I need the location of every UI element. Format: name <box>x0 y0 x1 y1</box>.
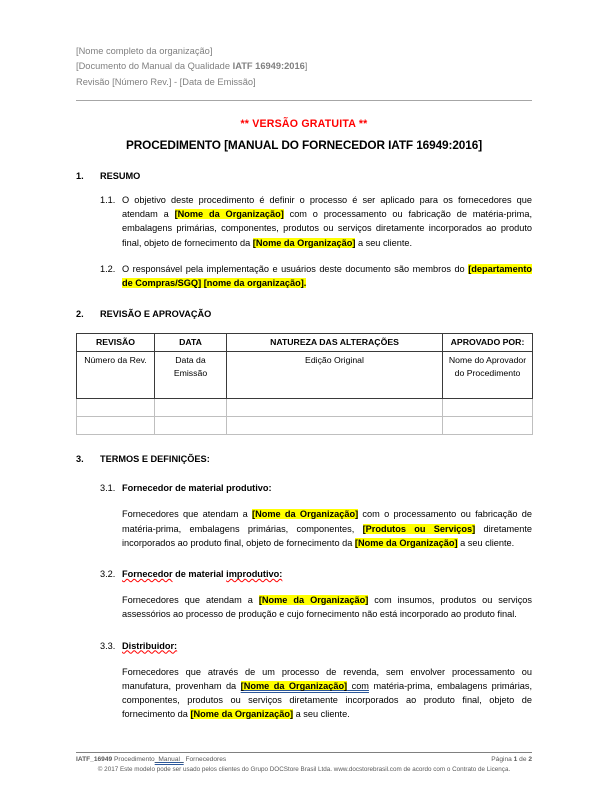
cell-aprovado-por <box>443 399 533 417</box>
column-header-data: DATA <box>155 334 227 352</box>
clause-1-2-text-a: O responsável pela implementação e usuários deste documento são membros do <box>122 263 469 274</box>
placeholder-organization-name: [Nome da Organização] <box>354 537 458 548</box>
page-title: PROCEDIMENTO [MANUAL DO FORNECEDOR IATF 16949:2016] <box>125 137 483 152</box>
clause-1-1-text-c: a seu cliente. <box>355 237 413 248</box>
column-header-revisao: REVISÃO <box>77 334 155 352</box>
footer-main-line <box>76 755 532 764</box>
section-3-heading <box>76 454 532 464</box>
column-header-aprovado-por: APROVADO POR: <box>443 334 533 352</box>
clause-1-2 <box>76 262 532 290</box>
footer-copyright: © 2017 Este modelo pode ser usado pelos clientes do Grupo DOCStore Brasil Ltda. www.docstorebrasil.com de acordo com o Contrato de Licença. <box>97 766 511 773</box>
clause-3-3-text-b: matéria-prima, embalagens primárias, componentes, produtos ou serviços diretamente incorporados ao produto final, objeto de fornecimento da <box>122 680 533 720</box>
placeholder-organization-name: [nome da organização]. <box>201 277 307 288</box>
placeholder-products-services: [Produtos ou Serviços] <box>362 523 476 534</box>
document-content <box>76 44 532 722</box>
table-row <box>77 417 533 435</box>
section-3-number: 3. <box>76 454 84 465</box>
clause-3-1-title: Fornecedor de material produtivo: <box>122 483 272 494</box>
section-3-title: TERMOS E DEFINIÇÕES: <box>100 454 210 465</box>
clause-3-3-body <box>76 665 532 722</box>
placeholder-organization-name: [Nome da Organização] <box>252 509 359 520</box>
clause-3-2-title-mid: de material <box>172 568 227 579</box>
footer-page-total: 2 <box>528 756 532 763</box>
footer-document-name-a: Procedimento <box>112 756 155 763</box>
table-row <box>77 352 533 399</box>
header-manual-line <box>76 59 532 74</box>
cell-revisao: Número da Rev. <box>77 352 155 399</box>
clause-1-2-number: 1.2. <box>100 263 116 274</box>
document-footer <box>76 752 532 774</box>
cell-natureza: Edição Original <box>227 352 443 399</box>
cell-data <box>155 417 227 435</box>
header-organization-line: [Nome completo da organização] <box>76 46 213 56</box>
cell-natureza <box>227 417 443 435</box>
clause-3-1-number: 3.1. <box>100 483 116 494</box>
clause-3-3-number: 3.3. <box>100 640 116 651</box>
clause-3-3-text-a: Fornecedores que através de um processo de revenda, sem envolver processamento ou manufatura, provenham da <box>122 666 532 691</box>
clause-3-1-body <box>76 507 532 550</box>
section-2-heading <box>76 309 532 319</box>
spellcheck-word: Distribuidor: <box>122 640 178 651</box>
grammarcheck-span: com <box>347 680 369 691</box>
section-1-title: RESUMO <box>100 170 141 181</box>
section-2-title: REVISÃO E APROVAÇÃO <box>100 309 212 320</box>
clause-3-1-heading <box>76 481 532 495</box>
cell-aprovado-por: Nome do Aprovador do Procedimento <box>443 352 533 399</box>
placeholder-organization-name: [Nome da Organização] <box>240 680 348 691</box>
clause-3-3-text-c: a seu cliente. <box>293 709 350 720</box>
clause-1-1-text-b: com o processamento ou fabricação de matéria-prima, embalagens primárias, componentes, produtos ou serviços diretamente incorporados ao produto final, objeto de fornecimento da <box>122 209 532 248</box>
clause-3-1-text-c: diretamente incorporados ao produto final, objeto de fornecimento da <box>122 523 533 548</box>
section-1-number: 1. <box>76 170 84 181</box>
table-header-row <box>77 334 533 352</box>
clause-3-2-text-a: Fornecedores que atendam a <box>122 595 259 606</box>
cell-aprovado-por <box>443 417 533 435</box>
footer-document-reference <box>76 755 226 764</box>
placeholder-organization-name: [Nome da Organização] <box>190 709 294 720</box>
placeholder-department: [departamento de Compras/SGQ] <box>122 263 532 288</box>
header-manual-prefix: [Documento do Manual da Qualidade <box>76 61 233 72</box>
document-header <box>76 44 532 90</box>
clause-3-3-heading <box>76 639 532 653</box>
footer-document-name-b: Fornecedores <box>183 756 227 763</box>
footer-page-mid: de <box>517 756 529 763</box>
column-header-natureza: NATUREZA DAS ALTERAÇÕES <box>227 334 443 352</box>
spellcheck-word: Fornecedor <box>122 568 173 579</box>
header-manual-suffix: ] <box>304 61 308 72</box>
clause-3-2-text-b: com insumos, produtos ou serviços assessórios ao processo de produção e cujo fornecimento não está incorporado ao produto final. <box>122 595 532 620</box>
section-2-number: 2. <box>76 309 84 320</box>
clause-3-2-heading <box>76 567 532 581</box>
cell-revisao <box>77 417 155 435</box>
free-version-notice: ** VERSÃO GRATUITA ** <box>240 117 368 130</box>
footer-divider <box>76 752 532 753</box>
clause-3-1-text-a: Fornecedores que atendam a <box>122 509 253 520</box>
section-1-heading <box>76 171 532 181</box>
header-revision-line: Revisão [Número Rev.] - [Data de Emissão] <box>76 76 256 87</box>
clause-3-2-number: 3.2. <box>100 568 116 579</box>
cell-data <box>155 399 227 417</box>
clause-3-1-text-b: com o processamento ou fabricação de matéria-prima, embalagens primárias, componentes, <box>122 509 532 534</box>
placeholder-organization-name: [Nome da Organização] <box>252 237 356 248</box>
clause-1-1-number: 1.1. <box>100 194 116 205</box>
clause-3-2-body <box>76 593 532 621</box>
grammarcheck-span: _Manual_ <box>154 756 184 763</box>
clause-1-1 <box>76 193 532 250</box>
clause-3-1-text-d: a seu cliente. <box>457 537 515 548</box>
placeholder-organization-name: [Nome da Organização] <box>174 209 284 220</box>
revision-approval-table <box>76 333 533 435</box>
footer-page-number <box>491 755 532 764</box>
footer-page-current: 1 <box>513 756 518 763</box>
footer-page-prefix: Página <box>491 756 514 763</box>
cell-data: Data da Emissão <box>155 352 227 399</box>
clause-1-1-text-a: O objetivo deste procedimento é definir o processo é ser aplicado para os fornecedores que atendam a <box>122 194 532 220</box>
table-row <box>77 399 533 417</box>
cell-revisao <box>77 399 155 417</box>
header-standard-code: IATF 16949:2016 <box>232 61 305 72</box>
footer-document-code: IATF_16949 <box>76 756 113 763</box>
header-divider <box>76 100 532 101</box>
placeholder-organization-name: [Nome da Organização] <box>258 595 369 606</box>
spellcheck-word: improdutivo: <box>226 568 283 579</box>
cell-natureza <box>227 399 443 417</box>
